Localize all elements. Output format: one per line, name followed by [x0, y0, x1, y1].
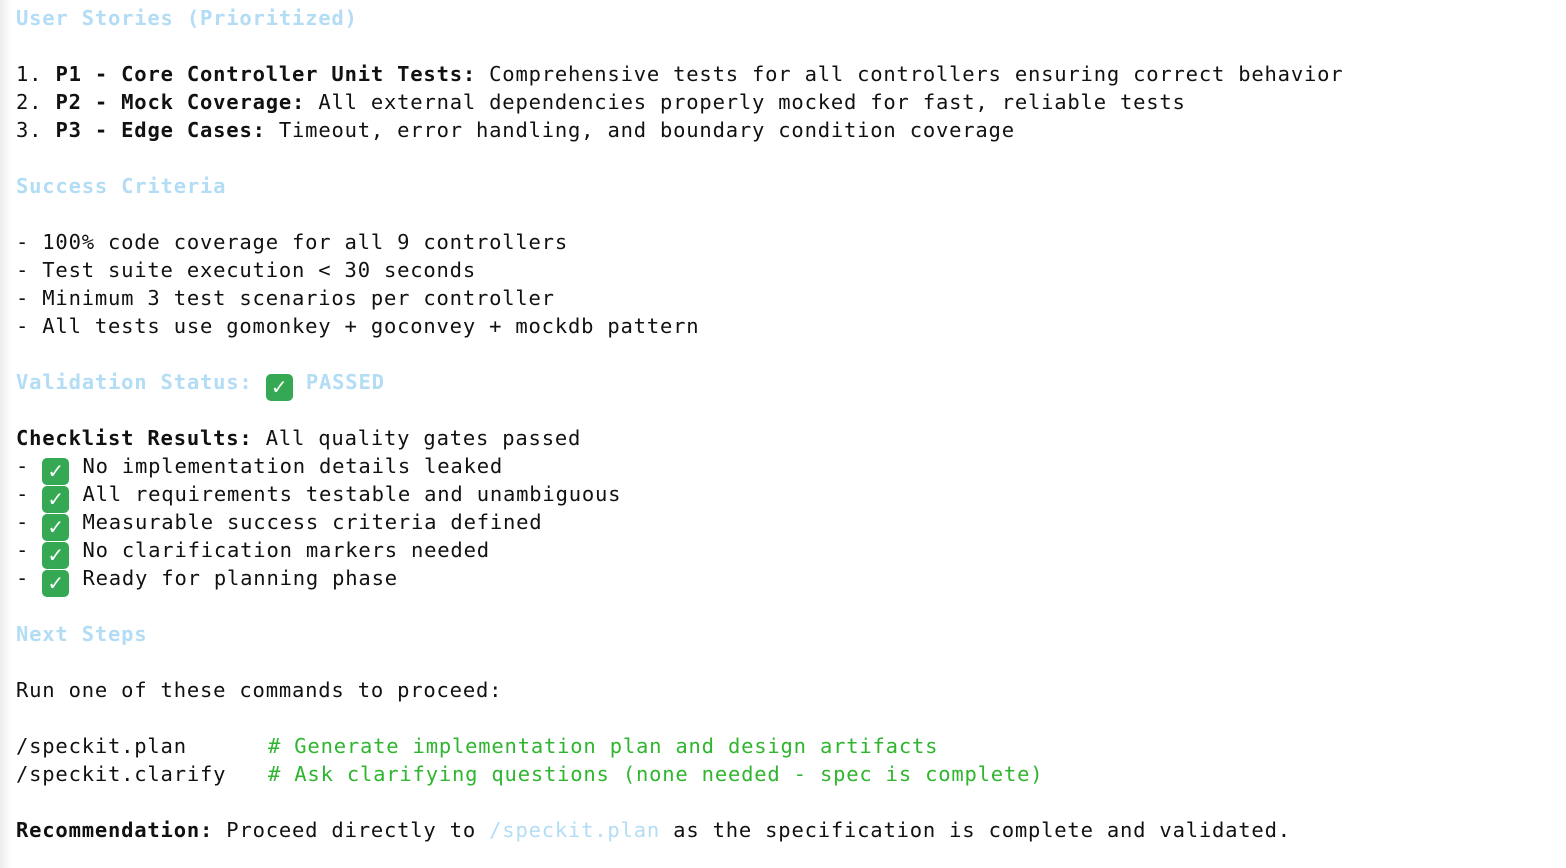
user-stories-heading: User Stories (Prioritized) [16, 6, 358, 30]
recommendation-command-link[interactable]: /speckit.plan [489, 818, 661, 842]
checklist-item: - ✓ Measurable success criteria defined [16, 510, 543, 539]
command-comment: # Ask clarifying questions (none needed - spec is complete) [268, 762, 1044, 786]
story-description: Timeout, error handling, and boundary condition coverage [278, 118, 1015, 142]
recommendation-label: Recommendation: [16, 818, 214, 842]
success-criteria-heading: Success Criteria [16, 174, 227, 198]
checklist-item: - ✓ Ready for planning phase [16, 566, 398, 595]
story-title: P2 - Mock Coverage: [55, 90, 306, 114]
command-line [16, 732, 938, 760]
story-title: P3 - Edge Cases: [55, 118, 266, 142]
validation-heading: Validation Status: [16, 370, 253, 394]
command-comment: # Generate implementation plan and design artifacts [268, 734, 939, 758]
checklist-item: - ✓ No implementation details leaked [16, 454, 503, 483]
checklist-label: Checklist Results: [16, 426, 253, 450]
checklist-item-text: No implementation details leaked [82, 454, 503, 478]
check-mark-icon: ✓ [266, 374, 293, 401]
check-mark-icon: ✓ [42, 458, 69, 485]
checklist-summary-text: All quality gates passed [265, 426, 582, 450]
check-mark-icon: ✓ [42, 486, 69, 513]
checklist-item-text: Measurable success criteria defined [82, 510, 543, 534]
recommendation-after: as the specification is complete and validated. [673, 818, 1291, 842]
checklist-item: - ✓ No clarification markers needed [16, 538, 490, 567]
checklist-item-text: All requirements testable and unambiguous [82, 482, 622, 506]
user-story-item [16, 88, 1186, 116]
criteria-item: - 100% code coverage for all 9 controllers [16, 230, 568, 254]
story-title: P1 - Core Controller Unit Tests: [55, 62, 476, 86]
criteria-item: - Minimum 3 test scenarios per controller [16, 286, 555, 310]
recommendation-before: Proceed directly to [226, 818, 476, 842]
validation-status-line [16, 368, 385, 399]
checklist-item: - ✓ All requirements testable and unambiguous [16, 482, 622, 511]
checklist-summary [16, 424, 581, 452]
list-number: 2. [16, 90, 43, 114]
validation-status: PASSED [305, 370, 385, 394]
checklist-item-text: No clarification markers needed [82, 538, 490, 562]
story-description: All external dependencies properly mocked for fast, reliable tests [318, 90, 1186, 114]
user-story-item [16, 60, 1343, 88]
list-number: 1. [16, 62, 43, 86]
check-mark-icon: ✓ [42, 514, 69, 541]
criteria-item: - Test suite execution < 30 seconds [16, 258, 476, 282]
command-text[interactable]: /speckit.plan [16, 734, 187, 758]
check-mark-icon: ✓ [42, 570, 69, 597]
next-steps-intro: Run one of these commands to proceed: [16, 678, 503, 702]
next-steps-heading: Next Steps [16, 622, 148, 646]
check-mark-icon: ✓ [42, 542, 69, 569]
command-line [16, 760, 1043, 788]
checklist-item-text: Ready for planning phase [82, 566, 398, 590]
user-story-item [16, 116, 1015, 144]
command-text[interactable]: /speckit.clarify [16, 762, 227, 786]
story-description: Comprehensive tests for all controllers ensuring correct behavior [489, 62, 1344, 86]
criteria-item: - All tests use gomonkey + goconvey + mockdb pattern [16, 314, 700, 338]
list-number: 3. [16, 118, 43, 142]
recommendation-line [16, 816, 1291, 844]
